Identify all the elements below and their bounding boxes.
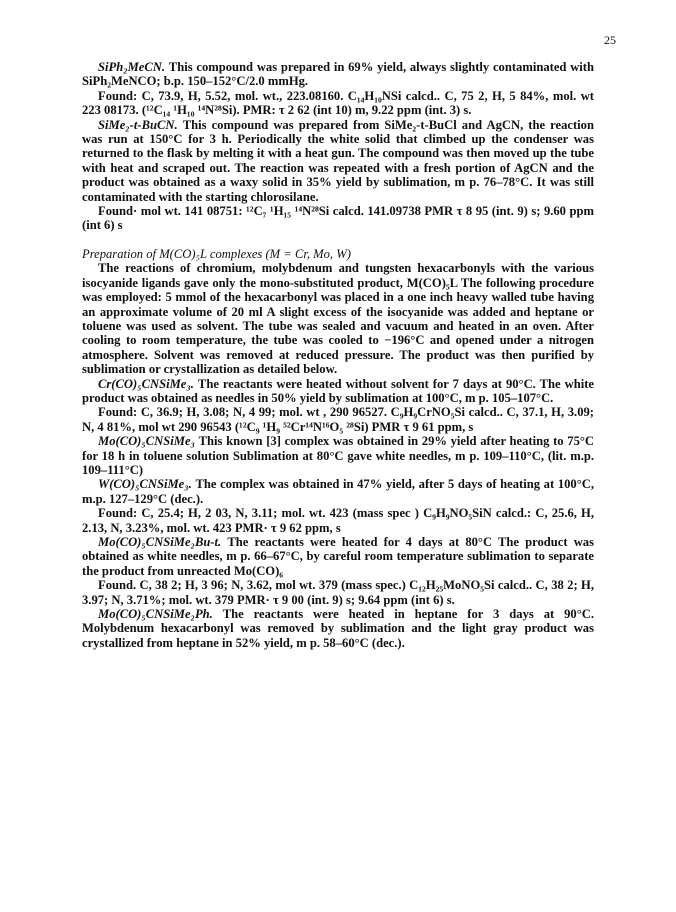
paragraph-text: Found: C, 25.4; H, 2 03, N, 3.11; mol. wt. 423 (mass spec ) C₉H₉NO₅SiN calcd.: C, 25.6, H, 2.13, N, 3.23%, mol. wt. 423 PMR· τ 9 62 ppm, s <box>82 506 594 535</box>
paragraph-text: The reactants were heated for 4 days at 80°C The product was obtained as white needles, m p. 66–67°C, by careful room temperature sublimation to separate the product from unreacted Mo(CO)₆ <box>82 535 594 578</box>
paragraph-text: The reactants were heated in heptane for 3 days at 90°C. Molybdenum hexacarbonyl was removed by sublimation and the light gray product was crystallized from heptane in 52% yield, m p. 58–60°C (dec.). <box>82 607 594 650</box>
compound-title: Mo(CO)₅CNSiMe₂Ph. <box>98 607 213 622</box>
section-heading <box>82 247 594 261</box>
paragraph-procedure <box>82 261 594 376</box>
paragraph-mo-complex <box>82 434 594 477</box>
paragraph-sime2-t-bucn <box>82 118 594 204</box>
compound-title: W(CO)₅CNSiMe₃. <box>98 477 192 492</box>
paragraph-text: This compound was prepared from SiMe₂-t-BuCl and AgCN, the reaction was run at 150°C for 3 h. Periodically the white solid that climbed up the condenser was returned to the flask by melting it with a heat gun. The compound was then moved up the tube with heat and scraped out. The reaction was repeated with a fresh portion of AgCN and the product was obtained as a waxy solid in 35% yield by sublimation, m p. 76–78°C. It was still contaminated with the starting chlorosilane. <box>82 117 594 204</box>
paragraph-text: Found· mol wt. 141 08751: ¹²C₇ ¹H₁₅ ¹⁴N²⁸Si calcd. 141.09738 PMR τ 8 95 (int. 9) s; 9.60 ppm (int 6) s <box>82 204 594 233</box>
compound-title: SiMe₂-t-BuCN. <box>98 117 178 132</box>
paragraph-analysis <box>82 578 594 607</box>
paragraph-w-complex <box>82 477 594 506</box>
paragraph-mo-ph-complex <box>82 607 594 650</box>
paragraph-analysis <box>82 89 594 118</box>
article-body <box>82 60 594 650</box>
compound-title: Mo(CO)₅CNSiMe₃ <box>98 434 195 449</box>
paragraph-mo-bu-complex <box>82 535 594 578</box>
paragraph-cr-complex <box>82 377 594 406</box>
paragraph-text: The reactions of chromium, molybdenum and tungsten hexacarbonyls with the various isocyanide ligands gave only the mono-substituted product, M(CO)₅L The following procedure was employed: 5 mmol of the hexacarbonyl was placed in a one inch heavy walled tube having an approximate volume of 20 ml A slight excess of the isocyanide was added and heptane or toluene was used as solvent. The tube was sealed and vacuum and heated in an oven. After cooling to room temperature, the tube was cooled to −196°C and opened under a nitrogen atmosphere. Solvent was removed at reduced pressure. The product was then purified by sublimation or crystallization as detailed below. <box>82 261 594 377</box>
paragraph-text: This known [3] complex was obtained in 29% yield after heating to 75°C for 18 h in toluene solution Sublimation at 80°C gave white needles, m p. 109–110°C, (lit. m.p. 109–111°C) <box>82 434 594 477</box>
section-heading-text: Preparation of M(CO)₅L complexes (M = Cr, Mo, W) <box>82 246 351 261</box>
paragraph-sipr2mecn <box>82 60 594 89</box>
compound-title: Cr(CO)₅CNSiMe₃. <box>98 376 194 391</box>
compound-title: SiPh₂MeCN. <box>98 60 166 74</box>
paragraph-text: The reactants were heated without solvent for 7 days at 90°C. The white product was obtained as needles in 50% yield by sublimation at 100°C, m p. 105–107°C. <box>82 376 594 405</box>
page-number: 25 <box>604 33 616 47</box>
paragraph-analysis <box>82 405 594 434</box>
paragraph-analysis <box>82 204 594 233</box>
compound-title: Mo(CO)₅CNSiMe₂Bu-t. <box>98 535 222 549</box>
paragraph-text: Found: C, 73.9, H, 5.52, mol. wt., 223.08160. C₁₄H₁₀NSi calcd.. C, 75 2, H, 5 84%, mol. wt 223 08173. (¹²C₁₄ ¹H₁₀ ¹⁴N²⁸Si). PMR: τ 2 62 (int 10) m, 9.22 ppm (int. 3) s. <box>82 88 594 118</box>
paragraph-text: Found: C, 36.9; H, 3.08; N, 4 99; mol. wt , 290 96527. C₉H₉CrNO₅Si calcd.. C, 37.1, H, 3.09; N, 4 81%, mol wt 290 96543 (¹²C₉ ¹H₉ ⁵²Cr¹⁴N¹⁶O₅ ²⁸Si) PMR τ 9 61 ppm, s <box>82 405 594 434</box>
paragraph-text: This compound was prepared in 69% yield, always slightly contaminated with SiPh₂MeNCO; b.p. 150–152°C/2.0 mmHg. <box>82 60 594 89</box>
paragraph-analysis <box>82 506 594 535</box>
paragraph-text: The complex was obtained in 47% yield, after 5 days of heating at 100°C, m.p. 127–129°C (dec.). <box>82 477 594 506</box>
paragraph-text: Found. C, 38 2; H, 3 96; N, 3.62, mol wt. 379 (mass spec.) C₁₂H₂₅MoNO₅Si calcd.. C, 38 2; H, 3.97; N, 3.71%; mol. wt. 379 PMR· τ 9 00 (int. 9) s; 9.64 ppm (int 6) s. <box>82 578 594 607</box>
